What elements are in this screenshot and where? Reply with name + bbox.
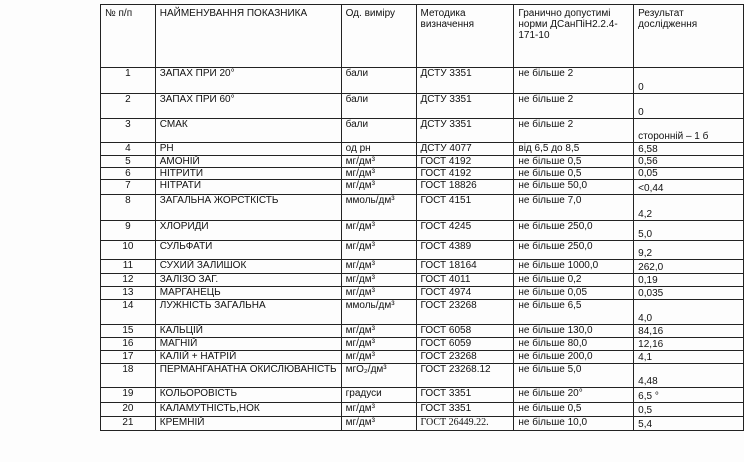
- cell-num: 7: [101, 180, 156, 195]
- cell-limit: не більше 50,0: [514, 180, 634, 195]
- cell-name: МАГНІЙ: [155, 338, 341, 351]
- cell-result: 0,5: [634, 403, 744, 417]
- cell-num: 8: [101, 195, 156, 221]
- table-body: [101, 68, 744, 431]
- cell-method: ГОСТ 4192: [416, 168, 514, 180]
- table-row: [101, 68, 744, 94]
- cell-result: 84,16: [634, 325, 744, 338]
- cell-result: 4,48: [634, 364, 744, 388]
- cell-limit: не більше 2: [514, 94, 634, 119]
- cell-limit: не більше 0,5: [514, 168, 634, 180]
- cell-result: 0,19: [634, 274, 744, 287]
- cell-result: 262,0: [634, 260, 744, 274]
- cell-result: 4,0: [634, 300, 744, 325]
- cell-num: 15: [101, 325, 156, 338]
- header-row: [101, 5, 744, 68]
- cell-num: 12: [101, 274, 156, 287]
- table-row: [101, 403, 744, 417]
- table-row: [101, 417, 744, 431]
- cell-num: 6: [101, 168, 156, 180]
- cell-name: КАЛЬЦІЙ: [155, 325, 341, 338]
- cell-result: 0: [634, 94, 744, 119]
- table-row: [101, 143, 744, 156]
- cell-method: ДСТУ 3351: [416, 68, 514, 94]
- header-num: № п/п: [101, 5, 156, 68]
- cell-name: МАРГАНЕЦЬ: [155, 287, 341, 300]
- cell-name: СМАК: [155, 119, 341, 143]
- cell-method: ГОСТ 26449.22.: [416, 417, 514, 431]
- table-row: [101, 168, 744, 180]
- cell-unit: мг/дм³: [341, 180, 416, 195]
- cell-num: 17: [101, 351, 156, 364]
- cell-result: 5,4: [634, 417, 744, 431]
- cell-result: 9,2: [634, 241, 744, 260]
- cell-unit: мг/дм³: [341, 168, 416, 180]
- cell-method: ГОСТ 23268.12: [416, 364, 514, 388]
- header-limit: Гранично допустимі норми ДСанПіН2.2.4-171-10: [514, 5, 634, 68]
- cell-result: 4,1: [634, 351, 744, 364]
- cell-method: ГОСТ 4389: [416, 241, 514, 260]
- cell-unit: мг/дм³: [341, 351, 416, 364]
- cell-limit: не більше 0,5: [514, 156, 634, 168]
- cell-num: 16: [101, 338, 156, 351]
- cell-name: ЗАПАХ ПРИ 20°: [155, 68, 341, 94]
- cell-limit: не більше 80,0: [514, 338, 634, 351]
- cell-unit: мг/дм³: [341, 274, 416, 287]
- cell-name: PH: [155, 143, 341, 156]
- cell-result: 4,2: [634, 195, 744, 221]
- cell-unit: ммоль/дм³: [341, 300, 416, 325]
- cell-num: 21: [101, 417, 156, 431]
- cell-unit: мг/дм³: [341, 260, 416, 274]
- table-row: [101, 274, 744, 287]
- cell-limit: не більше 250,0: [514, 241, 634, 260]
- cell-method: ГОСТ 18164: [416, 260, 514, 274]
- cell-num: 19: [101, 388, 156, 403]
- cell-limit: не більше 0,2: [514, 274, 634, 287]
- cell-result: 0,56: [634, 156, 744, 168]
- cell-name: АМОНІЙ: [155, 156, 341, 168]
- header-unit: Од. виміру: [341, 5, 416, 68]
- cell-unit: мг/дм³: [341, 156, 416, 168]
- cell-method: ГОСТ 3351: [416, 403, 514, 417]
- cell-unit: ммоль/дм³: [341, 195, 416, 221]
- cell-unit: градуси: [341, 388, 416, 403]
- cell-method: ГОСТ 4974: [416, 287, 514, 300]
- cell-limit: не більше 130,0: [514, 325, 634, 338]
- header-name: НАЙМЕНУВАННЯ ПОКАЗНИКА: [155, 5, 341, 68]
- cell-unit: мг/дм³: [341, 221, 416, 241]
- cell-method: ГОСТ 18826: [416, 180, 514, 195]
- cell-name: СУХИЙ ЗАЛИШОК: [155, 260, 341, 274]
- cell-method: ГОСТ 6059: [416, 338, 514, 351]
- cell-num: 5: [101, 156, 156, 168]
- table-row: [101, 338, 744, 351]
- table-row: [101, 180, 744, 195]
- cell-limit: не більше 2: [514, 119, 634, 143]
- cell-num: 18: [101, 364, 156, 388]
- cell-method: ГОСТ 23268: [416, 351, 514, 364]
- cell-name: КРЕМНІЙ: [155, 417, 341, 431]
- cell-result: 5,0: [634, 221, 744, 241]
- cell-method: ГОСТ 4192: [416, 156, 514, 168]
- cell-limit: не більше 7,0: [514, 195, 634, 221]
- cell-num: 1: [101, 68, 156, 94]
- cell-limit: не більше 5,0: [514, 364, 634, 388]
- cell-method: ГОСТ 23268: [416, 300, 514, 325]
- cell-result: 12,16: [634, 338, 744, 351]
- table-row: [101, 195, 744, 221]
- cell-limit: від 6,5 до 8,5: [514, 143, 634, 156]
- cell-unit: мг/дм³: [341, 417, 416, 431]
- cell-name: КАЛІЙ + НАТРІЙ: [155, 351, 341, 364]
- cell-num: 10: [101, 241, 156, 260]
- cell-method: ГОСТ 6058: [416, 325, 514, 338]
- cell-num: 4: [101, 143, 156, 156]
- cell-unit: мг/дм³: [341, 403, 416, 417]
- cell-num: 2: [101, 94, 156, 119]
- table-row: [101, 221, 744, 241]
- cell-limit: не більше 0,5: [514, 403, 634, 417]
- cell-name: НІТРИТИ: [155, 168, 341, 180]
- cell-method: ГОСТ 3351: [416, 388, 514, 403]
- cell-name: КАЛАМУТНІСТЬ,НОК: [155, 403, 341, 417]
- cell-result: <0,44: [634, 180, 744, 195]
- cell-limit: не більше 10,0: [514, 417, 634, 431]
- cell-limit: не більше 250,0: [514, 221, 634, 241]
- cell-method: ГОСТ 4151: [416, 195, 514, 221]
- table-row: [101, 241, 744, 260]
- table-row: [101, 119, 744, 143]
- cell-name: СУЛЬФАТИ: [155, 241, 341, 260]
- cell-num: 3: [101, 119, 156, 143]
- cell-result: 6,5 °: [634, 388, 744, 403]
- table-row: [101, 260, 744, 274]
- cell-result: сторонній – 1 б: [634, 119, 744, 143]
- cell-unit: бали: [341, 94, 416, 119]
- table-row: [101, 351, 744, 364]
- table-row: [101, 325, 744, 338]
- cell-limit: не більше 6,5: [514, 300, 634, 325]
- cell-limit: не більше 0,05: [514, 287, 634, 300]
- cell-method: ГОСТ 4011: [416, 274, 514, 287]
- cell-method: ДСТУ 4077: [416, 143, 514, 156]
- cell-name: ХЛОРИДИ: [155, 221, 341, 241]
- header-result: Результат дослідження: [634, 5, 744, 68]
- table-row: [101, 156, 744, 168]
- cell-unit: бали: [341, 68, 416, 94]
- header-method: Методика визначення: [416, 5, 514, 68]
- cell-limit: не більше 2: [514, 68, 634, 94]
- table-row: [101, 388, 744, 403]
- cell-method: ДСТУ 3351: [416, 94, 514, 119]
- cell-method: ДСТУ 3351: [416, 119, 514, 143]
- cell-name: ЛУЖНІСТЬ ЗАГАЛЬНА: [155, 300, 341, 325]
- cell-unit: мг/дм³: [341, 325, 416, 338]
- cell-unit: мг/дм³: [341, 241, 416, 260]
- cell-name: ЗАЛІЗО ЗАГ.: [155, 274, 341, 287]
- cell-result: 6,58: [634, 143, 744, 156]
- cell-limit: не більше 200,0: [514, 351, 634, 364]
- cell-result: 0: [634, 68, 744, 94]
- cell-num: 13: [101, 287, 156, 300]
- cell-num: 20: [101, 403, 156, 417]
- table-row: [101, 94, 744, 119]
- cell-result: 0,05: [634, 168, 744, 180]
- cell-result: 0,035: [634, 287, 744, 300]
- cell-limit: не більше 1000,0: [514, 260, 634, 274]
- table-row: [101, 300, 744, 325]
- cell-limit: не більше 20°: [514, 388, 634, 403]
- cell-unit: од рн: [341, 143, 416, 156]
- cell-num: 11: [101, 260, 156, 274]
- cell-unit: бали: [341, 119, 416, 143]
- cell-name: НІТРАТИ: [155, 180, 341, 195]
- cell-num: 14: [101, 300, 156, 325]
- cell-method: ГОСТ 4245: [416, 221, 514, 241]
- cell-name: ЗАГАЛЬНА ЖОРСТКІСТЬ: [155, 195, 341, 221]
- cell-name: КОЛЬОРОВІСТЬ: [155, 388, 341, 403]
- cell-unit: мг/дм³: [341, 287, 416, 300]
- cell-unit: мг/дм³: [341, 338, 416, 351]
- table-row: [101, 287, 744, 300]
- water-analysis-table: [100, 4, 744, 431]
- cell-name: ПЕРМАНГАНАТНА ОКИСЛЮВАНІСТЬ: [155, 364, 341, 388]
- cell-num: 9: [101, 221, 156, 241]
- cell-unit: мгО₂/дм³: [341, 364, 416, 388]
- cell-name: ЗАПАХ ПРИ 60°: [155, 94, 341, 119]
- table-row: [101, 364, 744, 388]
